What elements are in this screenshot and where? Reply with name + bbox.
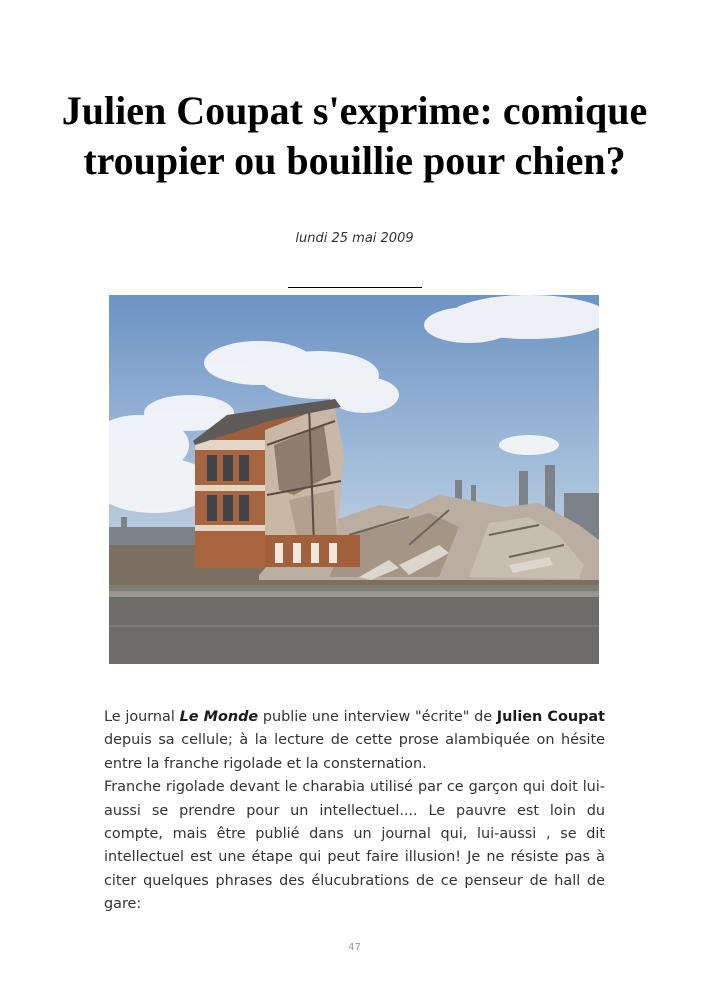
paragraph-commentary: Franche rigolade devant le charabia utilisé par ce garçon qui doit lui-aussi se prendre pour un intellectuel.... Le pauvre est loin du compte, mais être publié dans un journal qui, lui-aussi , se dit intellectuel est une étape qui peut faire illusion! Je ne résiste pas à citer quelques phrases des élucubrations de ce penseur de hall de gare: xyxy=(104,779,605,913)
article-body xyxy=(104,706,605,917)
title-divider xyxy=(288,287,422,288)
person-name: Julien Coupat xyxy=(496,709,605,725)
article-date: lundi 25 mai 2009 xyxy=(295,231,414,246)
newspaper-name: Le Monde xyxy=(179,709,259,725)
demolished-building-photo xyxy=(109,295,599,664)
paragraph-intro: Le journal Le Monde publie une interview "écrite" de Julien Coupat depuis sa cellule; à la lecture de cette prose alambiquée on hésite entre la franche rigolade et la consternation. xyxy=(104,709,605,772)
article-title: Julien Coupat s'exprime: comique troupier ou bouillie pour chien? xyxy=(61,88,648,183)
page-number: 47 xyxy=(348,942,361,953)
